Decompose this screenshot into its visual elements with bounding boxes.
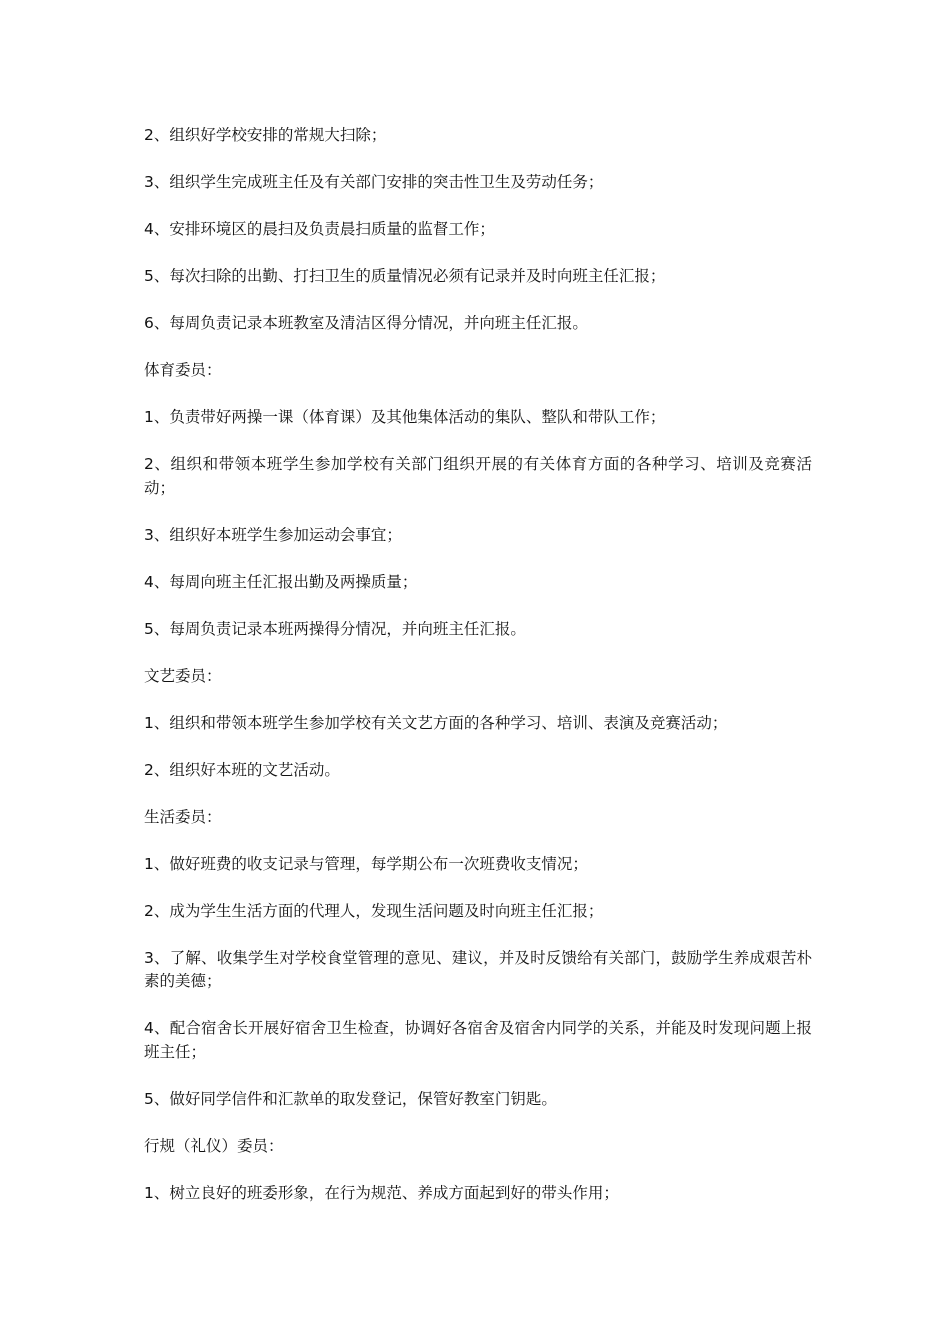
life-item-3: 3、了解、收集学生对学校食堂管理的意见、建议，并及时反馈给有关部门，鼓励学生养成艰苦朴素的美德； bbox=[144, 948, 812, 990]
paragraph-item-4: 4、安排环境区的晨扫及负责晨扫质量的监督工作； bbox=[144, 220, 495, 238]
arts-item-1: 1、组织和带领本班学生参加学校有关文艺方面的各种学习、培训、表演及竞赛活动； bbox=[144, 713, 728, 732]
life-item-1: 1、做好班费的收支记录与管理，每学期公布一次班费收支情况； bbox=[144, 854, 588, 873]
sports-item-2: 2、组织和带领本班学生参加学校有关部门组织开展的有关体育方面的各种学习、培训及竞赛活动； bbox=[144, 455, 812, 497]
section-heading-arts: 文艺委员： bbox=[144, 666, 222, 685]
life-item-4: 4、配合宿舍长开展好宿舍卫生检查，协调好各宿舍及宿舍内同学的关系，并能及时发现问题上报班主任； bbox=[144, 1019, 812, 1061]
section-heading-conduct: 行规（礼仪）委员： bbox=[144, 1136, 284, 1155]
paragraph-item-5: 5、每次扫除的出勤、打扫卫生的质量情况必须有记录并及时向班主任汇报； bbox=[144, 267, 666, 285]
document-body bbox=[144, 124, 812, 1229]
paragraph-item-6: 6、每周负责记录本班教室及清洁区得分情况，并向班主任汇报。 bbox=[144, 314, 588, 332]
life-item-2: 2、成为学生生活方面的代理人，发现生活问题及时向班主任汇报； bbox=[144, 901, 604, 920]
paragraph-item-3: 3、组织学生完成班主任及有关部门安排的突击性卫生及劳动任务； bbox=[144, 173, 604, 191]
sports-item-3: 3、组织好本班学生参加运动会事宜； bbox=[144, 525, 402, 544]
life-item-5: 5、做好同学信件和汇款单的取发登记，保管好教室门钥匙。 bbox=[144, 1089, 557, 1108]
section-heading-sports: 体育委员： bbox=[144, 361, 222, 379]
sports-item-5: 5、每周负责记录本班两操得分情况，并向班主任汇报。 bbox=[144, 619, 526, 638]
conduct-item-1: 1、树立良好的班委形象，在行为规范、养成方面起到好的带头作用； bbox=[144, 1183, 619, 1202]
section-heading-life: 生活委员： bbox=[144, 807, 222, 826]
sports-item-1: 1、负责带好两操一课（体育课）及其他集体活动的集队、整队和带队工作； bbox=[144, 408, 666, 426]
sports-item-4: 4、每周向班主任汇报出勤及两操质量； bbox=[144, 572, 418, 591]
paragraph-item-2: 2、组织好学校安排的常规大扫除； bbox=[144, 126, 387, 144]
arts-item-2: 2、组织好本班的文艺活动。 bbox=[144, 760, 340, 779]
